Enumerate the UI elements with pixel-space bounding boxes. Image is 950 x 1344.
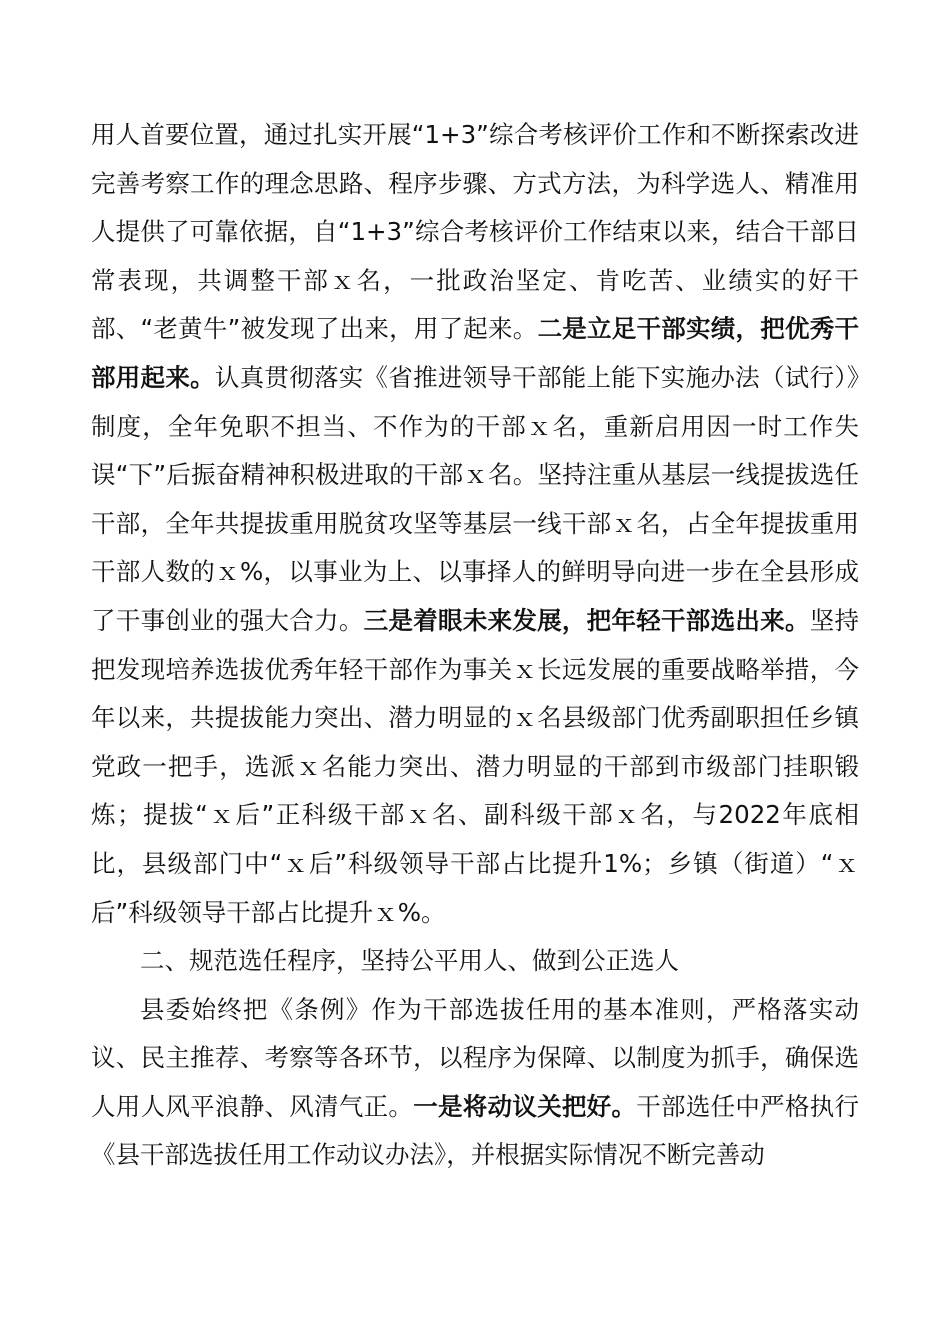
document-body bbox=[91, 111, 859, 1180]
paragraph-1-text-3: 坚持把发现培养选拔优秀年轻干部作为事关ｘ长远发展的重要战略举措，今年以来，共提拔能力突出、潜力明显的ｘ名县级部门优秀副职担任乡镇党政一把手，选派ｘ名能力突出、潜力明显的干部到市级部门挂职锻炼；提拔“ｘ后”正科级干部ｘ名、副科级干部ｘ名，与2022年底相比，县级部门中“ｘ后”科级领导干部占比提升1%；乡镇（街道）“ｘ后”科级领导干部占比提升ｘ%。 bbox=[91, 605, 860, 927]
body-paragraph-1 bbox=[91, 111, 859, 937]
paragraph-2-text-2: 干部选任中严格执行《县干部选拔任用工作动议办法》，并根据实际情况不断完善动 bbox=[91, 1091, 860, 1170]
body-paragraph-2 bbox=[91, 986, 859, 1180]
paragraph-1-bold-point-3: 三是着眼未来发展，把年轻干部选出来。 bbox=[363, 605, 810, 635]
paragraph-2-text-1: 县委始终把《条例》作为干部选拔任用的基本准则，严格落实动议、民主推荐、考察等各环节，以程序为保障、以制度为抓手，确保选人用人风平浪静、风清气正。 bbox=[91, 994, 859, 1121]
paragraph-1-bold-point-2: 二是立足干部实绩，把优秀干部用起来。 bbox=[91, 314, 860, 392]
paragraph-2-bold-point-1: 一是将动议关把好。 bbox=[413, 1091, 637, 1121]
paragraph-1-text-1: 用人首要位置，通过扎实开展“1+3”综合考核评价工作和不断探索改进完善考察工作的理念思路、程序步骤、方式方法，为科学选人、精准用人提供了可靠依据，自“1+3”综合考核评价工作结束以来，结合干部日常表现，共调整干部ｘ名，一批政治坚定、肯吃苦、业绩实的好干部、“老黄牛”被发现了出来，用了起来。 bbox=[91, 120, 859, 344]
paragraph-1-text-2: 认真贯彻落实《省推进领导干部能上能下实施办法（试行）》制度，全年免职不担当、不作为的干部ｘ名，重新启用因一时工作失误“下”后振奋精神积极进取的干部ｘ名。坚持注重从基层一线提拔选任干部，全年共提拔重用脱贫攻坚等基层一线干部ｘ名，占全年提拔重用干部人数的ｘ%，以事业为上、以事择人的鲜明导向进一步在全县形成了干事创业的强大合力。 bbox=[91, 362, 860, 635]
section-heading-2: 二、规范选任程序，坚持公平用人、做到公正选人 bbox=[140, 946, 679, 976]
